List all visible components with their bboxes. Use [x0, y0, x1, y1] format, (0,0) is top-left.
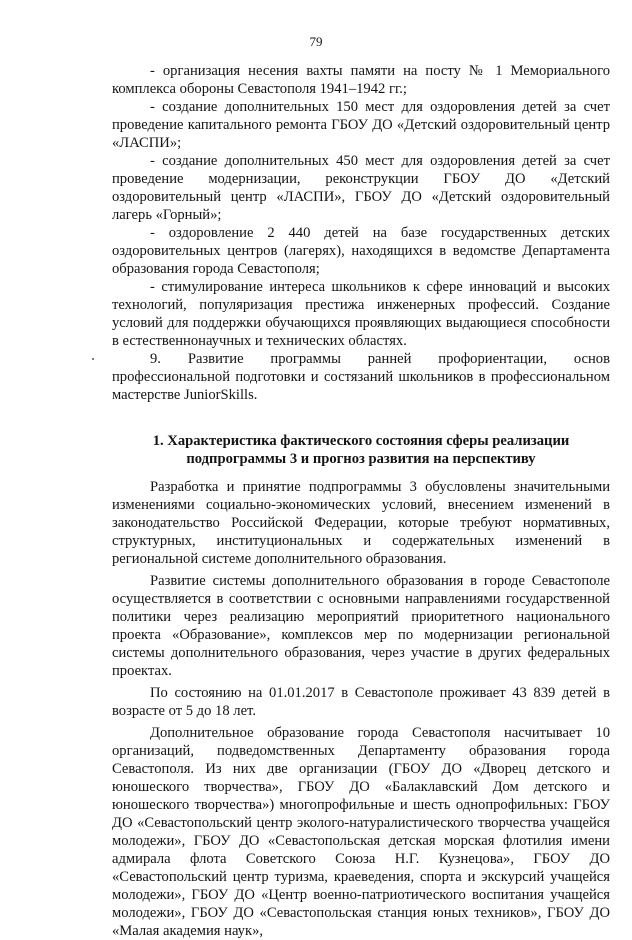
- page-body: [112, 62, 610, 940]
- scan-speck: [92, 358, 94, 360]
- list-item-450-places: - создание дополнительных 450 мест для оздоровления детей за счет проведение модернизации, реконструкции ГБОУ ДО «Детский оздоровительный центр «ЛАСПИ», ГБОУ ДО «Детский оздоровительный лагерь «Горный»;: [112, 153, 610, 223]
- section-paragraph: Дополнительное образование города Севастополя насчитывает 10 организаций, подведомственных Департаменту образования города Севастополя. Из них две организации (ГБОУ ДО «Дворец детского и юношеского творчества», ГБОУ ДО «Балаклавский Дом детского и юношеского творчества») многопрофильные и шесть однопрофильных: ГБОУ ДО «Севастопольский центр эколого-натуралистического творчества учащейся молодежи», ГБОУ ДО «Севастопольская детская морская флотилия имени адмирала флота Советского Союза Н.Г. Кузнецова», ГБОУ ДО «Севастопольский центр туризма, краеведения, спорта и экскурсий учащейся молодежи», ГБОУ ДО «Центр военно-патриотического воспитания учащейся молодежи», ГБОУ ДО «Севастопольская станция юных техников», ГБОУ ДО «Малая академия наук»,: [112, 725, 610, 939]
- section-paragraph: Развитие системы дополнительного образования в городе Севастополе осуществляется в соответствии с основными направлениями государственной политики через реализацию мероприятий приоритетного национального проекта «Образование», комплексов мер по модернизации региональной системы дополнительного образования, через участие в других федеральных проектах.: [112, 573, 610, 679]
- list-item-career-guidance: 9. Развитие программы ранней профориентации, основ профессиональной подготовки и состязаний школьников в профессиональном мастерстве JuniorSkills.: [112, 351, 610, 403]
- list-item-memorial-watch: - организация несения вахты памяти на посту № 1 Мемориального комплекса обороны Севастополя 1941–1942 гг.;: [112, 63, 610, 97]
- list-item-recovery-2440: - оздоровление 2 440 детей на базе государственных детских оздоровительных центров (лагерях), находящихся в ведомстве Департамента образования города Севастополя;: [112, 225, 610, 277]
- section-paragraph: Разработка и принятие подпрограммы 3 обусловлены значительными изменениями социально-экономических условий, внесением изменений в законодательство Российской Федерации, которые требуют нормативных, структурных, институциональных и содержательных изменений в региональной системе дополнительного образования.: [112, 479, 610, 567]
- section-heading: 1. Характеристика фактического состояния сферы реализации подпрограммы 3 и прогноз развития на перспективу: [152, 433, 570, 467]
- list-item-150-places: - создание дополнительных 150 мест для оздоровления детей за счет проведение капитального ремонта ГБОУ ДО «Детский оздоровительный центр «ЛАСПИ»;: [112, 99, 610, 151]
- list-item-innovation-interest: - стимулирование интереса школьников к сфере инноваций и высоких технологий, популяризация престижа инженерных профессий. Создание условий для поддержки обучающихся проявляющих выдающиеся способности в естественнонаучных и технических областях.: [112, 279, 610, 349]
- page-number: 79: [309, 34, 323, 49]
- section-paragraph: По состоянию на 01.01.2017 в Севастополе проживает 43 839 детей в возрасте от 5 до 18 лет.: [112, 685, 610, 719]
